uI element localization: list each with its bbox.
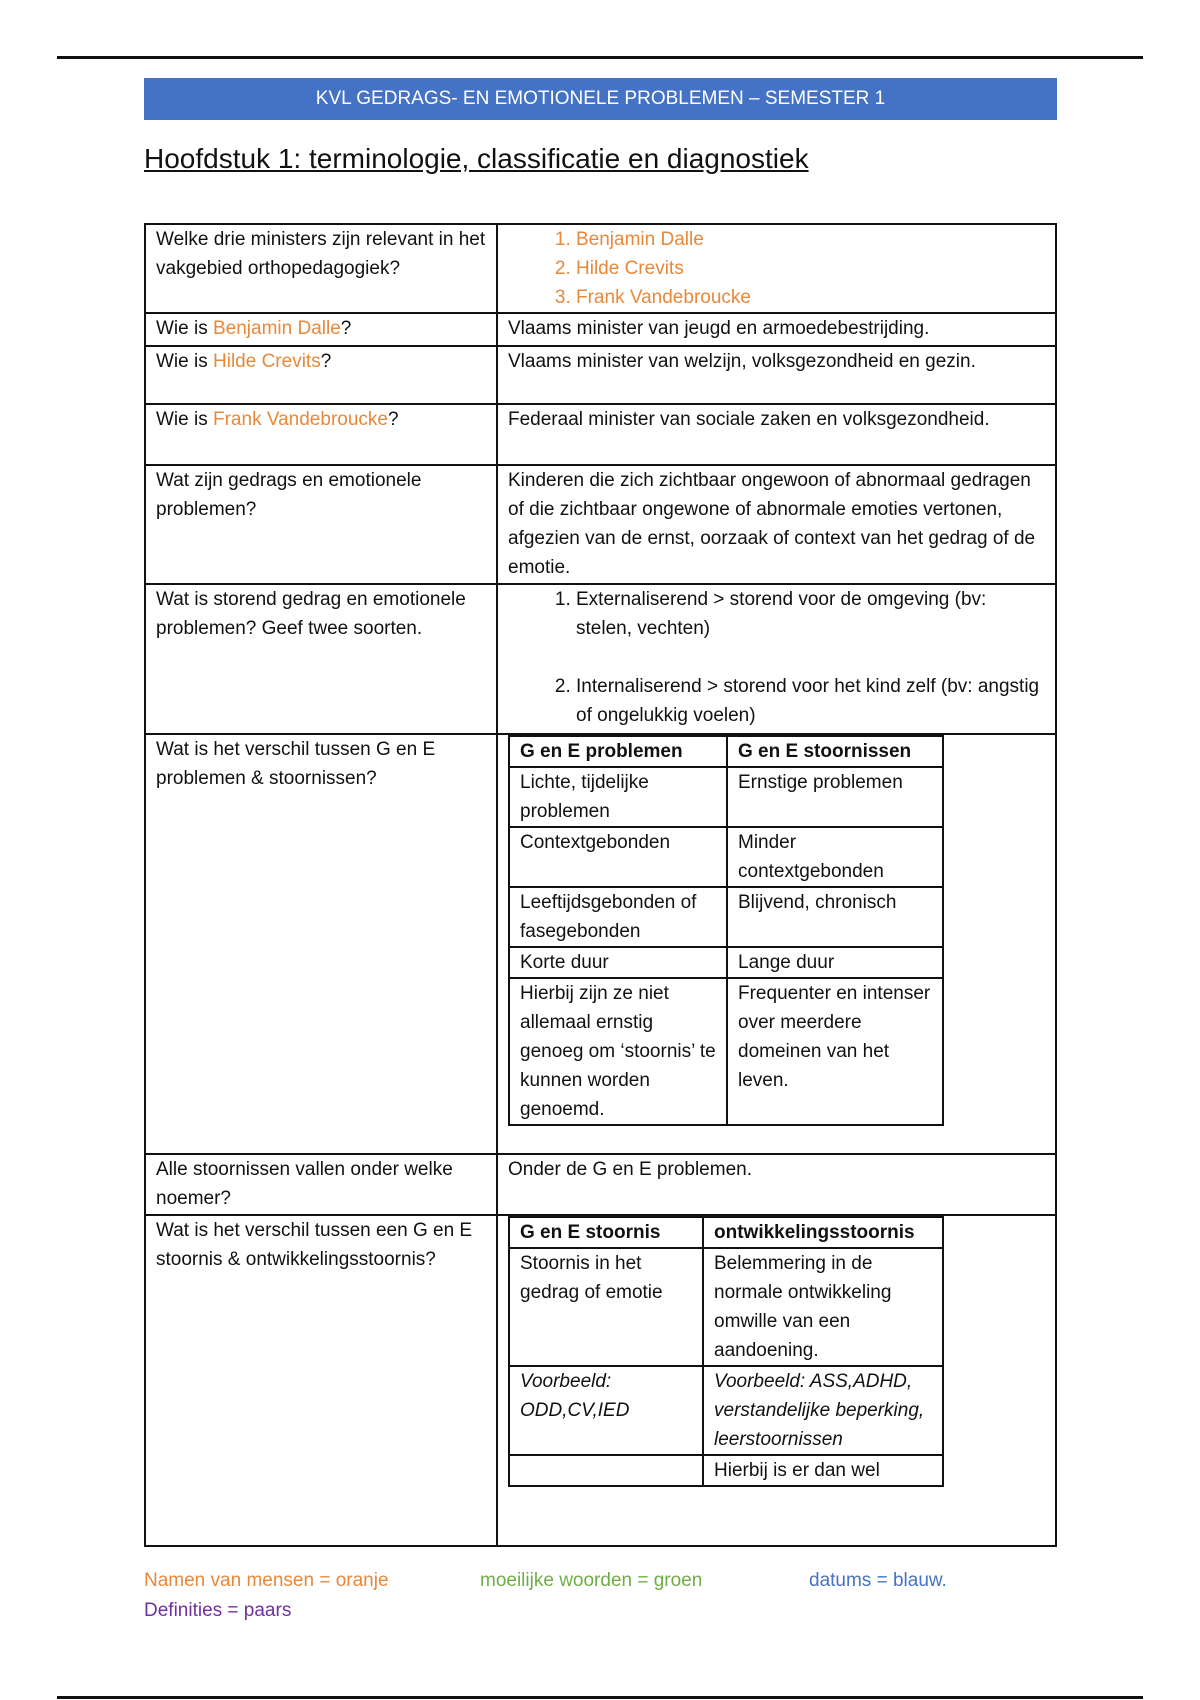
answer xyxy=(497,224,1056,313)
cell: Belemmering in de normale ontwikkeling omwille van een aandoening. xyxy=(703,1248,943,1366)
legend-blue: datums = blauw. xyxy=(809,1570,947,1591)
question-text: Wie is xyxy=(156,351,213,372)
table-row xyxy=(145,224,1056,313)
answer: Vlaams minister van jeugd en armoedebestrijding. xyxy=(497,313,1056,346)
table-row xyxy=(509,1366,943,1455)
question xyxy=(145,404,497,465)
question: Alle stoornissen vallen onder welke noemer? xyxy=(145,1154,497,1215)
table-row xyxy=(145,734,1056,1154)
example-text: Voorbeeld: ASS,ADHD, verstandelijke beperking, leerstoornissen xyxy=(714,1371,925,1450)
legend-green: moeilijke woorden = groen xyxy=(480,1570,703,1591)
table-row xyxy=(145,1215,1056,1546)
table-row xyxy=(145,313,1056,346)
answer xyxy=(497,584,1056,734)
cell: Frequenter en intenser over meerdere domeinen van het leven. xyxy=(727,978,943,1125)
example-text: Voorbeeld: ODD,CV,IED xyxy=(520,1371,630,1421)
cell xyxy=(509,1455,703,1486)
cell xyxy=(703,1366,943,1455)
list-item: 2. Internaliserend > storend voor het kind zelf (bv: angstig of ongelukkig voelen) xyxy=(576,672,1045,730)
table-row xyxy=(509,767,943,827)
table-row xyxy=(145,465,1056,584)
cell: Stoornis in het gedrag of emotie xyxy=(509,1248,703,1366)
cell: Hierbij zijn ze niet allemaal ernstig genoeg om ‘stoornis’ te kunnen worden genoemd. xyxy=(509,978,727,1125)
answer: Federaal minister van sociale zaken en volksgezondheid. xyxy=(497,404,1056,465)
column-header: G en E stoornis xyxy=(520,1222,661,1243)
question-text: Wie is xyxy=(156,409,213,430)
question: Wat zijn gedrags en emotionele problemen? xyxy=(145,465,497,584)
question xyxy=(145,313,497,346)
header-banner: KVL GEDRAGS- EN EMOTIONELE PROBLEMEN – SEMESTER 1 xyxy=(144,78,1057,120)
table-row xyxy=(509,827,943,887)
column-header: G en E problemen xyxy=(520,741,683,762)
question xyxy=(145,346,497,404)
list-item: 3. Frank Vandebroucke xyxy=(576,283,1045,312)
column-header: G en E stoornissen xyxy=(738,741,912,762)
legend-orange: Namen van mensen = oranje xyxy=(144,1570,389,1591)
cell: Contextgebonden xyxy=(509,827,727,887)
person-name: Benjamin Dalle xyxy=(213,318,341,339)
person-name: Frank Vandebroucke xyxy=(213,409,388,430)
table-row xyxy=(509,978,943,1125)
answer xyxy=(497,1215,1056,1546)
question: Welke drie ministers zijn relevant in het vakgebied orthopedagogiek? xyxy=(145,224,497,313)
cell: Korte duur xyxy=(509,947,727,978)
question-mark: ? xyxy=(320,351,332,372)
question: Wat is het verschil tussen een G en E stoornis & ontwikkelingsstoornis? xyxy=(145,1215,497,1546)
list-item: 2. Hilde Crevits xyxy=(576,254,1045,283)
legend-purple: Definities = paars xyxy=(144,1600,292,1621)
cell: Minder contextgebonden xyxy=(727,827,943,887)
table-row xyxy=(509,947,943,978)
list-item: 1. Externaliserend > storend voor de omgeving (bv: stelen, vechten) xyxy=(576,585,1045,643)
cell: Lange duur xyxy=(727,947,943,978)
column-header: ontwikkelingsstoornis xyxy=(714,1222,915,1243)
question: Wat is storend gedrag en emotionele problemen? Geef twee soorten. xyxy=(145,584,497,734)
answer: Kinderen die zich zichtbaar ongewoon of abnormaal gedragen of die zichtbaar ongewone of abnormale emoties vertonen, afgezien van de ernst, oorzaak of context van het gedrag of de emotie. xyxy=(497,465,1056,584)
answer xyxy=(497,734,1056,1154)
table-row xyxy=(145,404,1056,465)
qa-table xyxy=(144,223,1057,1547)
chapter-title: Hoofdstuk 1: terminologie, classificatie en diagnostiek xyxy=(144,143,809,174)
comparison-table xyxy=(508,735,944,1126)
cell: Hierbij is er dan wel xyxy=(703,1455,943,1486)
question-mark: ? xyxy=(387,409,399,430)
top-rule xyxy=(57,56,1143,59)
answer: Vlaams minister van welzijn, volksgezondheid en gezin. xyxy=(497,346,1056,404)
table-row xyxy=(509,1248,943,1366)
table-row xyxy=(509,1455,943,1486)
bottom-rule xyxy=(57,1696,1143,1699)
cell: Lichte, tijdelijke problemen xyxy=(509,767,727,827)
answer: Onder de G en E problemen. xyxy=(497,1154,1056,1215)
table-row xyxy=(145,346,1056,404)
cell: Blijvend, chronisch xyxy=(727,887,943,947)
cell: Ernstige problemen xyxy=(727,767,943,827)
question-mark: ? xyxy=(340,318,352,339)
comparison-table xyxy=(508,1216,944,1487)
question: Wat is het verschil tussen G en E problemen & stoornissen? xyxy=(145,734,497,1154)
list-item: 1. Benjamin Dalle xyxy=(576,225,1045,254)
cell: Leeftijdsgebonden of fasegebonden xyxy=(509,887,727,947)
question-text: Wie is xyxy=(156,318,213,339)
table-row xyxy=(145,1154,1056,1215)
table-row xyxy=(509,887,943,947)
cell xyxy=(509,1366,703,1455)
person-name: Hilde Crevits xyxy=(213,351,321,372)
table-row xyxy=(145,584,1056,734)
